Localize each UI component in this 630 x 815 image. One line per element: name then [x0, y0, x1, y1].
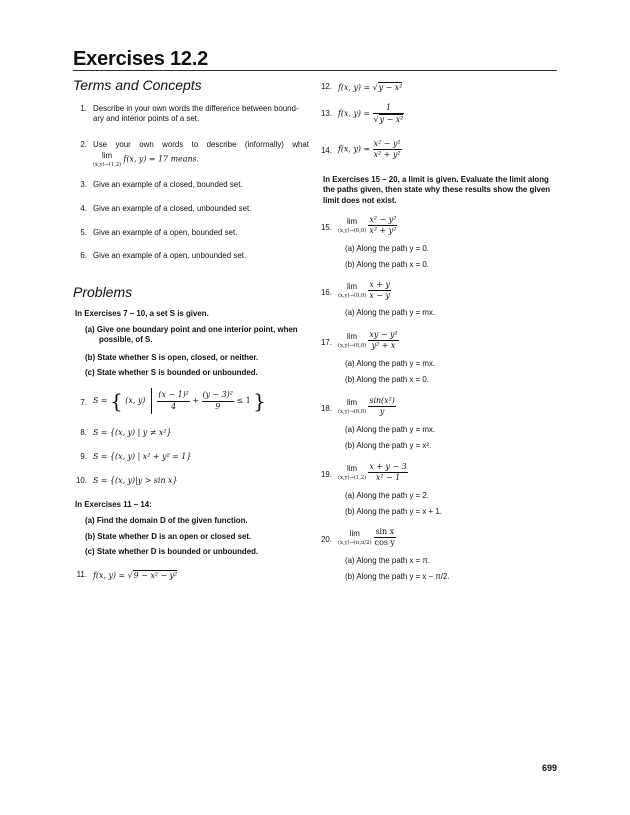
terms-heading: Terms and Concepts	[73, 77, 202, 93]
task-7-10-c: (c) State whether S is bounded or unbounded.	[85, 368, 258, 377]
instructions-7-10: In Exercises 7 – 10, a set S is given.	[75, 309, 209, 318]
page-number: 699	[542, 763, 558, 773]
exercise-17-b: (b) Along the path x = 0.	[345, 375, 430, 384]
instructions-11-14: In Exercises 11 – 14:	[75, 500, 152, 509]
exercise-19-b: (b) Along the path y = x + 1.	[345, 507, 442, 516]
task-7-10-a: (a) Give one boundary point and one interior point, when possible, of S.	[85, 325, 298, 345]
exercise-19-a: (a) Along the path y = 2.	[345, 491, 430, 500]
problems-heading: Problems	[73, 284, 133, 300]
exercise-16-a: (a) Along the path y = mx.	[345, 308, 436, 317]
exercise-15-b: (b) Along the path x = 0.	[345, 260, 430, 269]
exercise-20-a: (a) Along the path x = π.	[345, 556, 431, 565]
exercise-18-a: (a) Along the path y = mx.	[345, 425, 436, 434]
limit-operator: lim (x,y)→(1,2)	[93, 151, 122, 168]
page-title: Exercises 12.2	[73, 48, 209, 70]
task-11-14-c: (c) State whether D is bounded or unbounded.	[85, 547, 259, 556]
task-11-14-a: (a) Find the domain D of the given function.	[85, 516, 248, 525]
task-11-14-b: (b) State whether D is an open or closed set.	[85, 532, 252, 541]
instructions-15-20: In Exercises 15 – 20, a limit is given. Evaluate the limit along the paths given, then state why these results show the given limit does not exist.	[323, 175, 551, 205]
task-7-10-b: (b) State whether S is open, closed, or neither.	[85, 353, 259, 362]
exercise-18-b: (b) Along the path y = x².	[345, 441, 432, 450]
title-rule	[73, 70, 557, 71]
exercise-15-a: (a) Along the path y = 0.	[345, 244, 430, 253]
exercise-20-b: (b) Along the path y = x − π/2.	[345, 572, 450, 581]
exercise-17-a: (a) Along the path y = mx.	[345, 359, 436, 368]
